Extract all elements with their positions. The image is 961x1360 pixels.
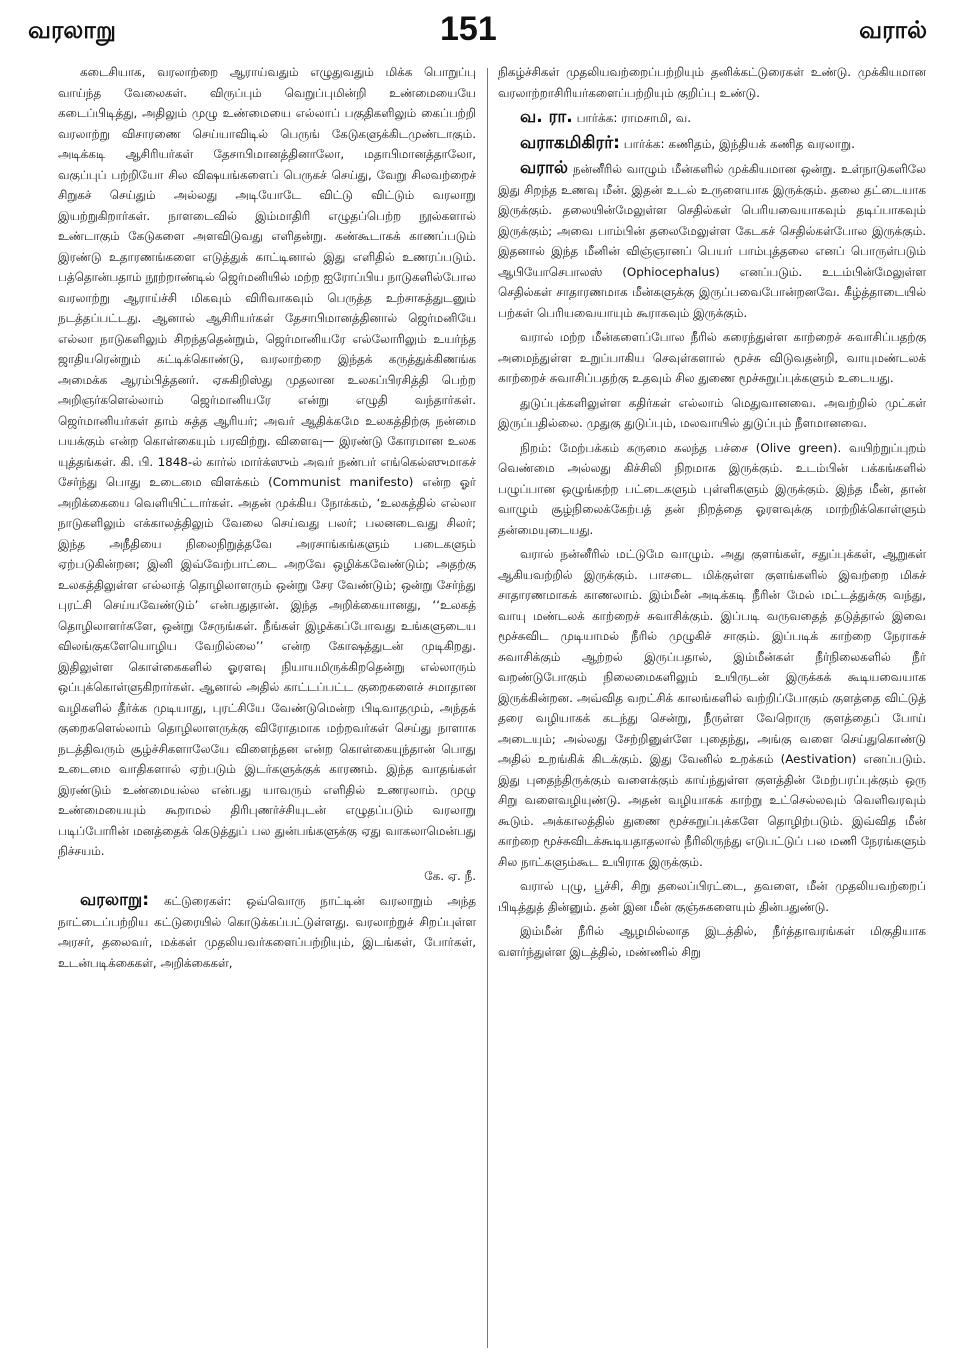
cross-reference: பார்க்க: கணிதம், இந்தியக் கணித வரலாறு. <box>623 136 855 151</box>
author-signature: கே. ஏ. நீ. <box>424 868 476 883</box>
varal-habitat-paragraph: வரால் நன்னீரில் மட்டுமே வாழும். அது குளங்கள், சதுப்புக்கள், ஆறுகள் ஆகியவற்றில் இருக்கும். பாசடை மிக்குள்ள குளங்களில் இவற்றை மிகச் சாதாரணமாகக் காணலாம். இம்மீன் அடிக்கடி நீரின் மேல் மட்டத்துக்கு வந்து, வாயு மண்டலக் காற்றைச் சுவாசிக்கும். இப்படி வருவதைத் தடுத்தால் இவை மூச்சுவிட முடியாமல் நீரில் முழுகிச் சாகும். இப்படிக் காற்றை நேராகச் சுவாசிக்கும் ஆற்றல் இருப்பதால், இம்மீன்கள் நீர்நிலைகளில் நீர் வறண்டுபோகும் நிலைமைகளிலும் உயிருடன் இருக்கக் கூடியவையாக இருக்கின்றன. அவ்வித வறட்சிக் காலங்களில் வற்றிப்போகும் குளத்தை விட்டுத் தரை வழியாகக் கடந்து சென்று, நீருள்ள வேறொரு குளத்தைப் போய் அடையும்; அல்லது சேற்றினுள்ளே புதைந்து, அங்கு வளை செய்துகொண்டு அதில் உறங்கிக் கிடக்கும். இது வேனில் உறக்கம் (Aestivation) எனப்படும். இது புதைந்திருக்கும் வளைக்கும் காய்ந்துள்ள குளத்தின் மேற்பரப்புக்கும் ஒரு சிறு வளைவழியுண்டு. அதன் வழியாகக் காற்று உட்செல்லவும் வெளிவரவும் கூடும். அக்காலத்தில் துணை மூச்சுறுப்புக்களே தொழிற்படும். இவ்வித மீன் காற்றை மூச்சுவிடக்கூடியதாதலால் நீரிலிருந்து எடுபட்டுப் பல மணி நேரங்களும் சில நாட்களும்கூட உயிராக இருக்கும். <box>498 547 926 869</box>
right-column <box>498 62 926 1352</box>
running-head-right: வரால் <box>859 16 927 44</box>
varal-fins-paragraph: துடுப்புக்களிலுள்ள கதிர்கள் எல்லாம் மெதுவானவை. அவற்றில் முட்கள் இருப்பதில்லை. முதுகு துடுப்பும், மலவாயில் துடுப்பும் நீளமானவை. <box>498 395 926 430</box>
history-articles-entry <box>58 890 476 973</box>
entry-varahamihira <box>498 133 926 155</box>
history-articles-continuation: நிகழ்ச்சிகள் முதலியவற்றைப்பற்றியும் தனிக்கட்டுரைகள் உண்டு. முக்கியமான வரலாற்றாசிரியர்களைப்பற்றியும் குறிப்பு உண்டு. <box>498 65 926 100</box>
entry-headword: வராகமிகிரர்: <box>520 132 620 153</box>
left-column <box>58 62 476 1352</box>
entry-varal <box>498 158 926 323</box>
varal-colour-paragraph: நிறம்: மேற்பக்கம் கருமை கலந்த பச்சை (Olive green). வயிற்றுப்புறம் வெண்மை அல்லது கிச்சிலி நிறமாக இருக்கும். உடம்பின் பக்கங்களில் பழுப்பான ஒழுங்கற்ற பட்டைகளும் புள்ளிகளும் இருக்கும். இந்த மீன், தான் வாழும் சூழ்நிலைக்கேற்பத் தன் நிறத்தை ஓரளவுக்கு மாற்றிக்கொள்ளும் தன்மையுடையது. <box>498 440 926 537</box>
page-header <box>0 10 961 56</box>
column-divider <box>487 68 488 1348</box>
history-article-paragraph: கடைசியாக, வரலாற்றை ஆராய்வதும் எழுதுவதும் மிக்க பொறுப்பு வாய்ந்த வேலைகள். விருப்பும் வெறுப்புமின்றி உண்மையையே கடைப்பிடித்து, அதிலும் முழு உண்மையை எல்லாப் பகுதிகளிலும் கைப்பற்றி வரலாற்று விசாரணை செய்யாவிடில் பெருங் கேடுகளுக்கிடமுண்டாகும். அடிக்கடி ஆசிரியர்கள் தேசாபிமானத்தினாலோ, மதாபிமானத்தாலோ, வகுப்புப் பற்றியோ சில விஷயங்களைப் பெருகச் செய்து, வேறு சிலவற்றைச் சிறுகச் செய்தும் அல்லது அடியோடே விட்டு விட்டும் வரலாறு இயற்றுகிறார்கள். நாளடைவில் இம்மாதிரி எழுதப்பெற்ற நூல்களால் உண்டாகும் கேடுகளை அளவிடுவது எளிதன்று. கண்கூடாகக் காணப்படும் இரண்டு உதாரணங்களை எடுத்துக் காட்டினால் இது எளிதில் உணரப்படும். பத்தொன்பதாம் நூற்றாண்டில் ஜெர்மனியில் மற்ற ஐரோப்பிய நாடுகளில்போல வரலாற்று ஆராய்ச்சி மிகவும் விரிவாகவும் பெருத்த உற்சாகத்துடனும் நடத்தப்பட்டது. ஆனால் ஆசிரியர்கள் தேசாபிமானத்தினால் ஜெர்மனியே எல்லா நாடுகளிலும் சிறந்ததென்றும், ஜெர்மானியரே எல்லோரிலும் உயர்ந்த ஜாதியரென்றும் கட்டிக்கொண்டு, வரலாற்றை இந்தக் கருத்துக்கிணங்க அமைக்க ஆரம்பித்தனர். ஏசுகிறிஸ்து முதலான உலகப்பிரசித்தி பெற்ற அறிஞர்களெல்லாம் ஜெர்மானியரே என்று எழுதி வந்தார்கள். ஜெர்மானியர்கள் தாம் சுத்த ஆரியர்; அவர் ஆதிக்கமே உலகத்திற்கு நன்மை பயக்கும் என்ற கொள்கையும் பரவிற்று. விளைவு— இரண்டு கோரமான உலக யுத்தங்கள். கி. பி. 1848-ல் கார்ல் மார்க்ஸும் அவர் நண்பர் எங்கெல்ஸுமாகச் சேர்ந்து பொது உடைமை விளக்கம் (Communist manifesto) என்ற ஓர் அறிக்கையை வெளியிட்டார்கள். அதன் முக்கிய நோக்கம், ‘உலகத்தில் எல்லா நாடுகளிலும் எக்காலத்திலும் வேலை செய்வது பலர்; பலனடைவது சிலர்; இந்த அநீதியை நிலைநிறுத்தவே அரசாங்கங்களும் படைகளும் ஏற்படுகின்றன; இனி இவ்வேற்பாட்டை அறவே ஒழிக்கவேண்டும்; அதற்கு உலகத்திலுள்ள எல்லாத் தொழிலாளரும் ஒன்று சேர வேண்டும்; ஒன்று சேர்ந்து புரட்சி செய்யவேண்டும்’ என்பதுதான். இந்த அறிக்கையானது, ‘‘உலகத் தொழிலாளர்களே, ஒன்று சேருங்கள். நீங்கள் இழக்கப்போவது உங்களுடைய விலங்குகளேயொழிய வேறில்லை’’ என்ற கோஷத்துடன் முடிகிறது. இதிலுள்ள கொள்கைகளில் ஓரளவு நியாயமிருக்கிறதென்று எல்லாரும் ஒப்புக்கொள்ளுகிறார்கள். ஆனால் அதில் காட்டப்பட்ட குறைகளைச் சமாதான வழிகளில் தீர்க்க முடியாது, புரட்சியே வேண்டுமென்ற பிடிவாதமும், அந்தக் குறைகளெல்லாம் தொழிலாளருக்கு விரோதமாக மற்றவர்கள் செய்து நாளாக நடத்திவரும் சூழ்ச்சிகளாலேயே விளைந்தன என்ற கொள்கையுந்தான் பொது உடைமை வாதிகளால் ஏற்படும் இடர்களுக்குக் காரணம். இந்த வாதங்கள் இரண்டும் உண்மையல்ல என்பது யாவரும் எளிதில் உணரலாம். முழு உண்மையையும் கூறாமல் திரிபுணர்ச்சியுடன் எழுதப்படும் வரலாறு படிப்போரின் மனத்தைக் கெடுத்துப் பல துன்பங்களுக்கு ஏது வாகலாமென்பது நிச்சயம். <box>58 65 476 858</box>
varal-respiration-paragraph: வரால் மற்ற மீன்களைப்போல நீரில் கரைந்துள்ள காற்றைச் சுவாசிப்பதற்கு அமைந்துள்ள உறுப்பாகிய செவுள்களால் மூச்சு விடுவதன்றி, வாயுமண்டலக் காற்றைச் சுவாசிப்பதற்கு உதவும் சில துணை மூச்சுறுப்புக்களும் உடையது. <box>498 330 926 385</box>
entry-headword: வரால் <box>520 158 569 178</box>
running-head-left: வரலாறு <box>28 16 116 44</box>
page-number: 151 <box>440 10 497 48</box>
varal-diet-paragraph: வரால் புழு, பூச்சி, சிறு தலைப்பிரட்டை, தவளை, மீன் முதலியவற்றைப் பிடித்துத் தின்னும். தன் இன மீன் குஞ்சுகளையும் தின்பதுண்டு. <box>498 879 926 914</box>
entry-va-ra <box>498 107 926 129</box>
entry-headword: வ. ரா. <box>520 107 573 127</box>
varal-breeding-paragraph: இம்மீன் நீரில் ஆழமில்லாத இடத்தில், நீர்த்தாவரங்கள் மிகுதியாக வளர்ந்துள்ள இடத்தில், மண்ணில் சிறு <box>498 924 926 959</box>
author-signature-line <box>58 866 476 887</box>
entry-headword: வரலாறு: <box>80 890 150 910</box>
entry-text: கட்டுரைகள்: ஒவ்வொரு நாட்டின் வரலாறும் அந்த நாட்டைப்பற்றிய கட்டுரையில் கொடுக்கப்பட்டுள்ளது. வரலாற்றுச் சிறப்புள்ள அரசர், தலைவர், மக்கள் முதலியவர்களைப்பற்றியும், இடங்கள், போர்கள், உடன்படிக்கைகள், அறிக்கைகள், <box>58 894 476 970</box>
cross-reference: பார்க்க: ராமசாமி, வ. <box>576 111 692 125</box>
entry-text: நன்னீரில் வாழும் மீன்களில் முக்கியமான ஒன்று. உள்நாடுகளிலே இது சிறந்த உணவு மீன். இதன் உடல் உருளையாக இருக்கும். தலை தட்டையாக இருக்கும். தலையின்மேலுள்ள செதில்கள் பெரியவையாகவும் தடிப்பாகவும் இருக்கும்; அவை பாம்பின் தலைமேலுள்ள கேடகச் செதில்கள்போல இருக்கும். இதனால் இந்த மீனின் விஞ்ஞானப் பெயர் பாம்புத்தலை எனப் பொருள்படும் ஆபியோசெபாலஸ் (Ophiocephalus) எனப்படும். உடம்பின்மேலுள்ள செதில்கள் சாதாரணமாக மீன்களுக்கு இருப்பவைபோன்றனவே. கீழ்த்தாடையில் பற்கள் பெரியவையாயும் கூராகவும் இருக்கும். <box>498 162 926 320</box>
